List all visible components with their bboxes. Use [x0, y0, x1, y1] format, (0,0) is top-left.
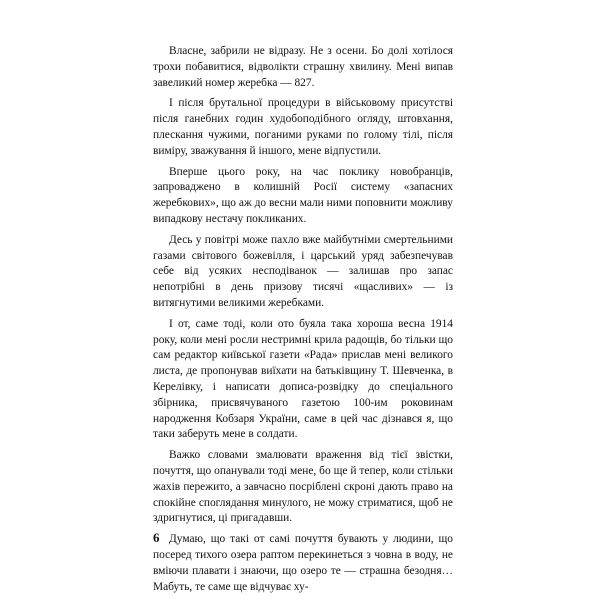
paragraph: Десь у повітрі може пахло вже майбутніми смертельними газами світового божевілля, і царський уряд забезпечував себе від усяких несподіванок — залишав про запас непотрібні в день призову тисячі «щасливих» — із витягнутими великими жеребками. [153, 233, 453, 309]
paragraph: Думаю, що такі от самі почуття бувають у людини, що посеред тихого озера раптом перекинеться з човна в воду, не вміючи плавати і знаючи, що озеро те — страшна безодня… Мабуть, те саме ще відчуває ху- [153, 533, 453, 593]
page-body [153, 44, 453, 600]
paragraph: І після брутальної процедури в військовому присутстві після ганебних годин худобоподібного огляду, штовхання, плескання чужими, поганими руками по голому тілі, після виміру, зважування й іншого, мене відпустили. [153, 97, 453, 157]
paragraph: Важко словами змалювати враження від тієї звістки, почуття, що опанували тоді мене, бо ще й тепер, коли стільки жахів пережито, а завчасно посріблені скроні дають право на спокійне споглядання минулого, не можу стриматися, щоб не здригнутися, ці пригадавши. [153, 449, 453, 525]
page-number: 6 [153, 530, 160, 545]
paragraph: Вперше цього року, на час поклику новобранців, запроваджено в колишній Росії систему «запасних жеребкових», що аж до весни мали ними поповнити можливу випадкову нестачу покликаних. [153, 165, 453, 225]
paragraph: Власне, забрили не відразу. Не з осени. Бо долі хотілося трохи побавитися, відволікти страшну хвилину. Мені випав завеликий номер жеребка — 827. [153, 45, 453, 89]
paragraph: І от, саме тоді, коли ото буяла така хороша весна 1914 року, коли мені росли нестримні крила радощів, бо тільки що сам редактор київської газети «Рада» прислав мені великого листа, де пропонував виїхати на батьківщину Т. Шевченка, в Керелівку, і написати дописа-розвідку до спеціального збірника, присвячуваного газетою 100-им роковинам народження Кобзаря України, саме в цей час дізнався я, що таки заберуть мене в солдати. [153, 317, 453, 441]
